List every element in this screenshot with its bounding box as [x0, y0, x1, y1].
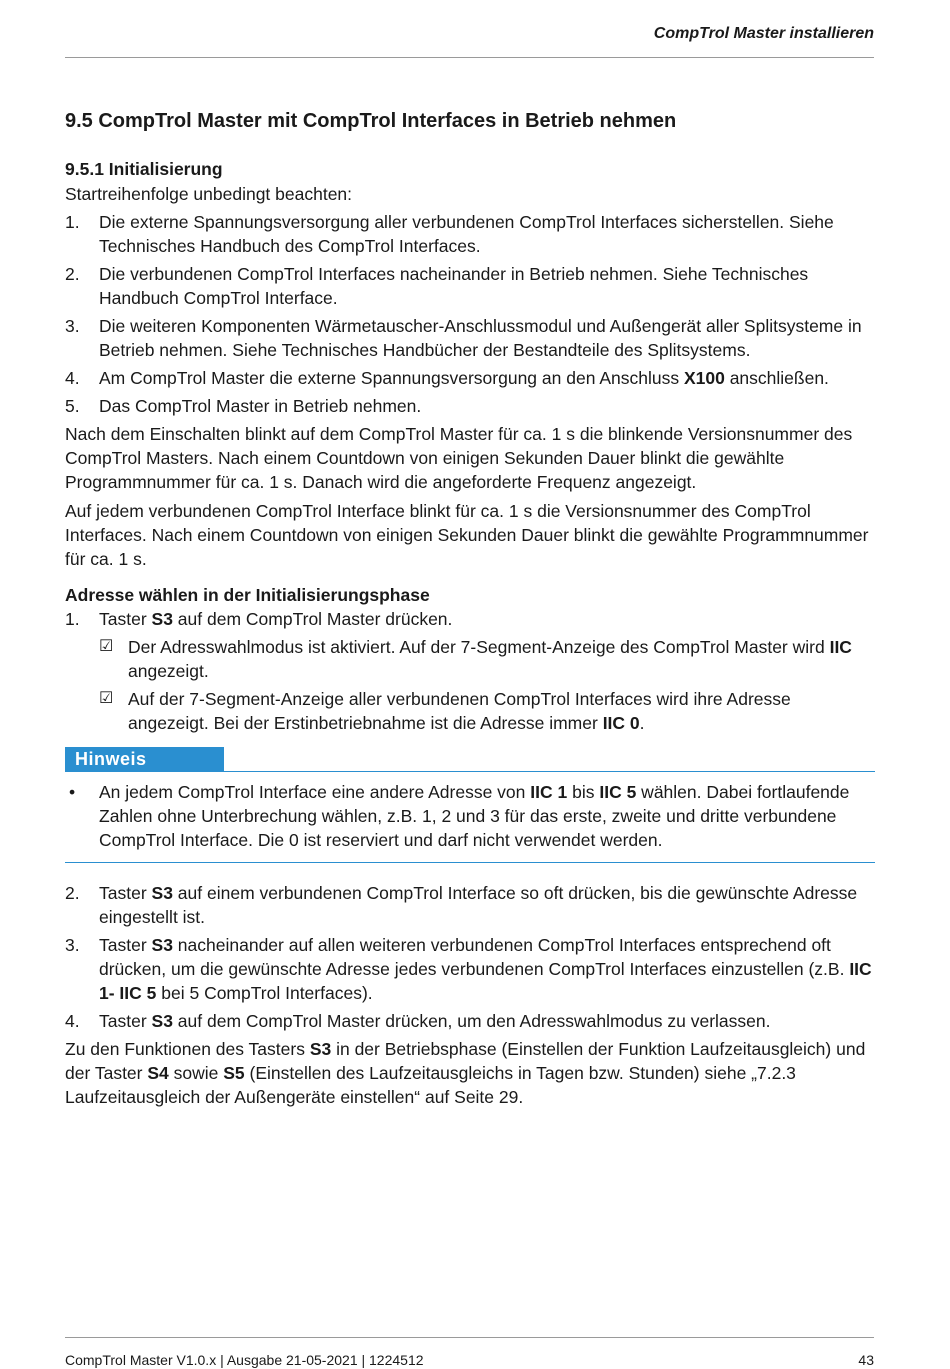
list-item: 3. Taster S3 nacheinander auf allen weiteren verbundenen CompTrol Interfaces entsprechend oft drücken, um die gewünschte Adresse jedes verbundenen CompTrol Interfaces einzustellen (z.B. IIC 1- IIC 5 bei 5 CompTrol Interfaces). [65, 935, 872, 1003]
note-label: Hinweis [65, 747, 224, 771]
address-heading: Adresse wählen in der Initialisierungsphase [65, 585, 430, 605]
header-title: CompTrol Master installieren [653, 25, 874, 42]
main-content [65, 106, 875, 1114]
section-title: 9.5 CompTrol Master mit CompTrol Interfaces in Betrieb nehmen [65, 110, 677, 132]
page-number: 43 [858, 1352, 874, 1368]
checkbox-icon: ☑ [99, 638, 114, 655]
list-item: 4. Taster S3 auf dem CompTrol Master drücken, um den Adresswahlmodus zu verlassen. [65, 1011, 771, 1031]
closing-paragraph: Zu den Funktionen des Tasters S3 in der Betriebsphase (Einstellen der Funktion Laufzeitausgleich) und der Taster S4 sowie S5 (Einstellen des Laufzeitausgleichs in Tagen bzw. Stunden) siehe „7.2.3 Laufzeitausgleich der Außengeräte einstellen“ auf Seite 29. [65, 1039, 866, 1107]
result-list [65, 635, 875, 735]
page-header [65, 25, 874, 58]
page-footer [65, 1337, 874, 1368]
paragraph-interface: Auf jedem verbundenen CompTrol Interface blinkt für ca. 1 s die Versionsnummer des CompTrol Interfaces. Nach einem Countdown von einigen Sekunden Dauer blinkt die gewählte Programmnummer für ca. 1 s. [65, 501, 869, 569]
list-item: 1. Die externe Spannungsversorgung aller verbundenen CompTrol Interfaces sicherstellen. Siehe Technisches Handbuch des CompTrol Interfaces. [65, 212, 834, 256]
paragraph-master: Nach dem Einschalten blinkt auf dem CompTrol Master für ca. 1 s die blinkende Versionsnummer des CompTrol Masters. Nach einem Countdown von einigen Sekunden Dauer blinkt die gewählte Programmnummer für ca. 1 s. Danach wird die angeforderte Frequenz angezeigt. [65, 424, 853, 492]
result-item: ☑ Auf der 7-Segment-Anzeige aller verbundenen CompTrol Interfaces wird ihre Adresse angezeigt. Bei der Erstinbetriebnahme ist die Adresse immer IIC 0. [99, 689, 791, 733]
list-item: 4. Am CompTrol Master die externe Spannungsversorgung an den Anschluss X100 anschließen. [65, 368, 829, 388]
intro-text: Startreihenfolge unbedingt beachten: [65, 184, 353, 204]
list-item: 5. Das CompTrol Master in Betrieb nehmen. [65, 396, 422, 416]
address-steps [65, 607, 875, 631]
subsection-title: 9.5.1 Initialisierung [65, 159, 223, 179]
address-steps-continued [65, 881, 875, 1033]
bullet-icon: • [69, 782, 76, 802]
note-box [65, 747, 875, 863]
list-item: 2. Die verbundenen CompTrol Interfaces nacheinander in Betrieb nehmen. Siehe Technisches Handbuch CompTrol Interface. [65, 264, 809, 308]
footer-document-info: CompTrol Master V1.0.x | Ausgabe 21-05-2021 | 1224512 [65, 1352, 424, 1368]
list-item: 1. Taster S3 auf dem CompTrol Master drücken. [65, 609, 453, 629]
note-header [65, 747, 875, 772]
result-item: ☑ Der Adresswahlmodus ist aktiviert. Auf der 7-Segment-Anzeige des CompTrol Master wird IIC angezeigt. [99, 637, 852, 681]
list-item: 2. Taster S3 auf einem verbundenen CompTrol Interface so oft drücken, bis die gewünschte Adresse eingestellt ist. [65, 883, 858, 927]
startup-steps [65, 210, 875, 418]
checkbox-icon: ☑ [99, 690, 114, 707]
note-item: • An jedem CompTrol Interface eine andere Adresse von IIC 1 bis IIC 5 wählen. Dabei fortlaufende Zahlen ohne Unterbrechung wählen, z.B. 1, 2 und 3 für das erste, zweite und dritte verbundene CompTrol Interface. Die 0 ist reserviert und darf nicht verwendet werden. [69, 782, 850, 850]
list-item: 3. Die weiteren Komponenten Wärmetauscher-Anschlussmodul und Außengerät aller Splitsysteme in Betrieb nehmen. Siehe Technisches Handbücher der Bestandteile des Splitsystems. [65, 316, 862, 360]
